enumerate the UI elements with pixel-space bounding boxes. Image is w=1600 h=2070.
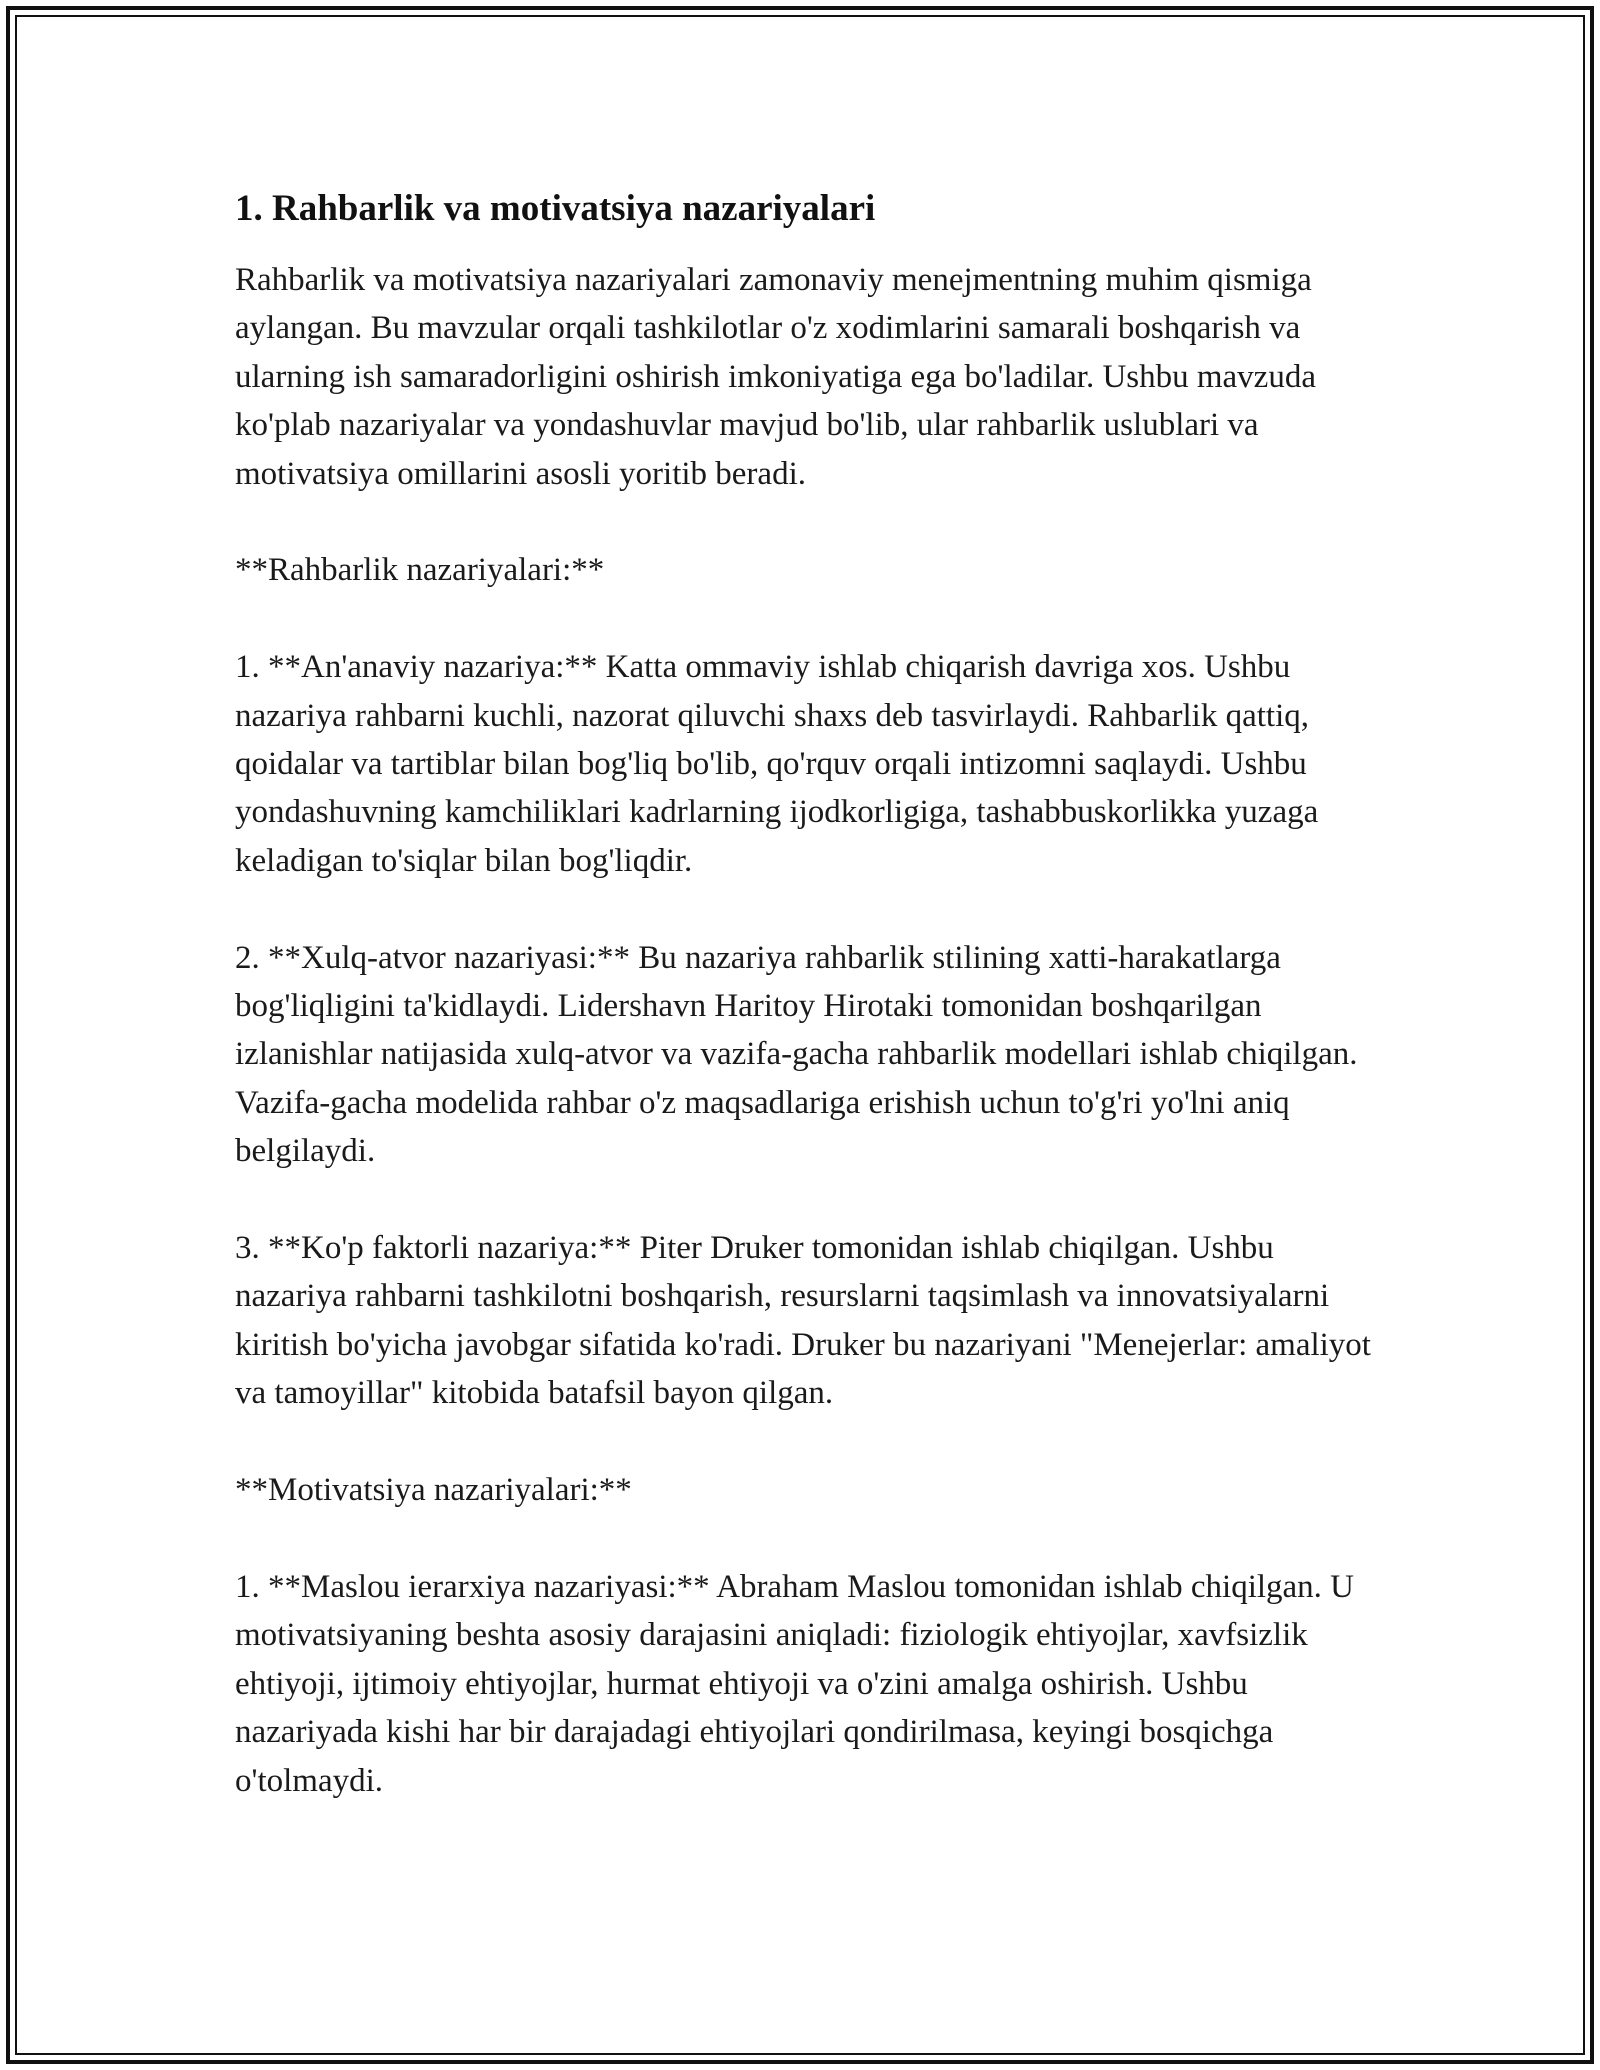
intro-paragraph: Rahbarlik va motivatsiya nazariyalari zamonaviy menejmentning muhim qismiga aylangan. Bu mavzular orqali tashkilotlar o'z xodimlarini samarali boshqarish va ularning ish samaradorligini oshirish imkoniyatiga ega bo'ladilar. Ushbu mavzuda ko'plab nazariyalar va yondashuvlar mavjud bo'lib, ular rahbarlik uslublari va motivatsiya omillarini asosli yoritib beradi. — [235, 262, 1316, 492]
behavioral-theory-paragraph: 2. **Xulq-atvor nazariyasi:** Bu nazariya rahbarlik stilining xatti-harakatlarga bog'liqligini ta'kidlaydi. Lidershavn Haritoy Hirotaki tomonidan boshqarilgan izlanishlar natijasida xulq-atvor va vazifa-gacha rahbarlik modellari ishlab chiqilgan. Vazifa-gacha modelida rahbar o'z maqsadlariga erishish uchun to'g'ri yo'lni aniq belgilaydi. — [235, 939, 1358, 1170]
document-body — [235, 185, 1375, 1805]
multifactor-theory-paragraph: 3. **Ko'p faktorli nazariya:** Piter Druker tomonidan ishlab chiqilgan. Ushbu nazariya rahbarni tashkilotni boshqarish, resurslarni taqsimlash va innovatsiyalarni kiritish bo'yicha javobgar sifatida ko'radi. Druker bu nazariyani "Menejerlar: amaliyot va tamoyillar" kitobida batafsil bayon qilgan. — [235, 1230, 1371, 1412]
leadership-theories-subheading: **Rahbarlik nazariyalari:** — [235, 552, 605, 589]
motivation-theories-subheading: **Motivatsiya nazariyalari:** — [235, 1472, 632, 1509]
section-heading: 1. Rahbarlik va motivatsiya nazariyalari — [235, 188, 876, 229]
maslow-theory-paragraph: 1. **Maslou ierarxiya nazariyasi:** Abraham Maslou tomonidan ishlab chiqilgan. U motivatsiyaning beshta asosiy darajasini aniqladi: fiziologik ehtiyojlar, xavfsizlik ehtiyoji, ijtimoiy ehtiyojlar, hurmat ehtiyoji va o'zini amalga oshirish. Ushbu nazariyada kishi har bir darajadagi ehtiyojlari qondirilmasa, keyingi bosqichga o'tolmaydi. — [235, 1568, 1355, 1799]
traditional-theory-paragraph: 1. **An'anaviy nazariya:** Katta ommaviy ishlab chiqarish davriga xos. Ushbu nazariya rahbarni kuchli, nazorat qiluvchi shaxs deb tasvirlaydi. Rahbarlik qattiq, qoidalar va tartiblar bilan bog'liq bo'lib, qo'rquv orqali intizomni saqlaydi. Ushbu yondashuvning kamchiliklari kadrlarning ijodkorligiga, tashabbuskorlikka yuzaga keladigan to'siqlar bilan bog'liqdir. — [235, 649, 1319, 879]
